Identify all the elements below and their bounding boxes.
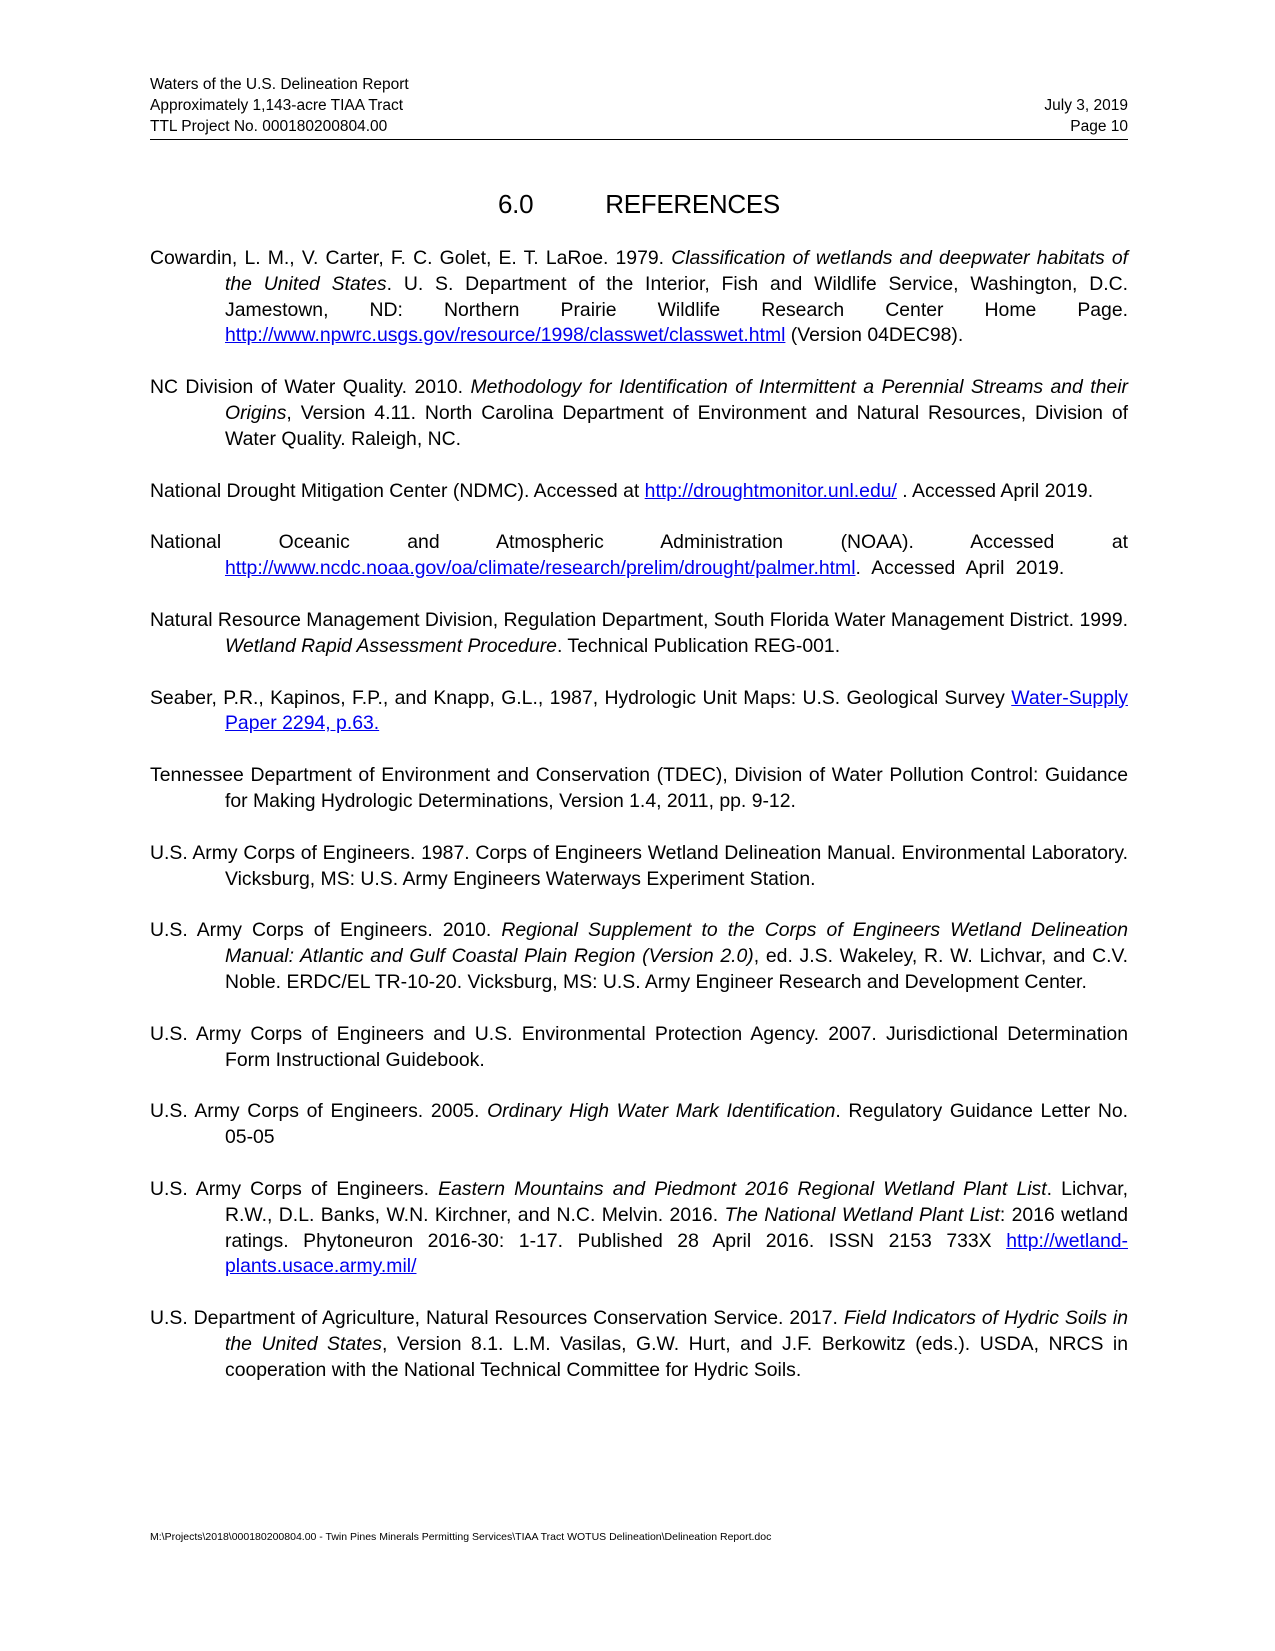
reference-item: Seaber, P.R., Kapinos, F.P., and Knapp, G.L., 1987, Hydrologic Unit Maps: U.S. Geological Survey Water-Supply Paper 2294, p.63.	[150, 686, 1128, 735]
section-title: REFERENCES	[605, 189, 780, 219]
tract-name: Approximately 1,143-acre TIAA Tract	[150, 97, 403, 114]
reference-item: U.S. Department of Agriculture, Natural Resources Conservation Service. 2017. Field Indicators of Hydric Soils in the United States, Version 8.1. L.M. Vasilas, G.W. Hurt, and J.F. Berkowitz (eds.). USDA, NRCS in cooperation with the National Technical Committee for Hydric Soils.	[150, 1307, 1128, 1381]
reference-item: U.S. Army Corps of Engineers. 2010. Regional Supplement to the Corps of Engineers Wetland Delineation Manual: Atlantic and Gulf Coastal Plain Region (Version 2.0), ed. J.S. Wakeley, R. W. Lichvar, and C.V. Noble. ERDC/EL TR-10-20. Vicksburg, MS: U.S. Army Engineer Research and Development Center.	[150, 919, 1128, 993]
page-number: Page 10	[1070, 118, 1128, 135]
reference-item: National Drought Mitigation Center (NDMC). Accessed at http://droughtmonitor.unl.edu/ . Accessed April 2019.	[150, 479, 1094, 502]
reference-link[interactable]: http://www.npwrc.usgs.gov/resource/1998/classwet/classwet.html	[225, 324, 786, 347]
reference-item: NC Division of Water Quality. 2010. Methodology for Identification of Intermittent a Perennial Streams and their Origins, Version 4.11. North Carolina Department of Environment and Natural Resources, Division of Water Quality. Raleigh, NC.	[150, 376, 1128, 450]
file-path-footer: M:\Projects\2018\000180200804.00 - Twin Pines Minerals Permitting Services\TIAA Tract WOTUS Delineation\Delineation Report.doc	[150, 1531, 772, 1543]
reference-link[interactable]: http://droughtmonitor.unl.edu/	[644, 479, 897, 502]
reference-item: Tennessee Department of Environment and Conservation (TDEC), Division of Water Pollution Control: Guidance for Making Hydrologic Determinations, Version 1.4, 2011, pp. 9-12.	[150, 764, 1128, 812]
reference-link[interactable]: http://www.ncdc.noaa.gov/oa/climate/research/prelim/drought/palmer.html	[225, 557, 856, 580]
reference-item: U.S. Army Corps of Engineers. 1987. Corps of Engineers Wetland Delineation Manual. Environmental Laboratory. Vicksburg, MS: U.S. Army Engineers Waterways Experiment Station.	[150, 841, 1128, 890]
references-list	[150, 246, 1128, 1410]
header-row-2	[150, 95, 1128, 116]
reference-item: Cowardin, L. M., V. Carter, F. C. Golet, E. T. LaRoe. 1979. Classification of wetlands and deepwater habitats of the United States. U. S. Department of the Interior, Fish and Wildlife Service, Washington, D.C. Jamestown, ND: Northern Prairie Wildlife Research Center Home Page. http://www.npwrc.usgs.gov/resource/1998/classwet/classwet.html (Version 04DEC98).	[150, 247, 1128, 347]
page-header	[150, 74, 1128, 140]
header-row-3	[150, 116, 1128, 137]
reference-item: National Oceanic and Atmospheric Administration (NOAA). Accessed at http://www.ncdc.noaa.gov/oa/climate/research/prelim/drought/palmer.html. Accessed April 2019.	[150, 531, 1128, 580]
reference-item: U.S. Army Corps of Engineers and U.S. Environmental Protection Agency. 2007. Jurisdictional Determination Form Instructional Guidebook.	[150, 1022, 1128, 1071]
report-date: July 3, 2019	[1044, 97, 1128, 114]
reference-item: U.S. Army Corps of Engineers. Eastern Mountains and Piedmont 2016 Regional Wetland Plant List. Lichvar, R.W., D.L. Banks, W.N. Kirchner, and N.C. Melvin. 2016. The National Wetland Plant List: 2016 wetland ratings. Phytoneuron 2016-30: 1-17. Published 28 April 2016. ISSN 2153 733X http://wetland-plants.usace.army.mil/	[150, 1177, 1128, 1278]
reference-link[interactable]: http://wetland-plants.usace.army.mil/	[225, 1229, 1128, 1278]
header-row-1	[150, 74, 1128, 95]
reference-item: Natural Resource Management Division, Regulation Department, South Florida Water Management District. 1999. Wetland Rapid Assessment Procedure. Technical Publication REG-001.	[150, 608, 1128, 657]
report-title: Waters of the U.S. Delineation Report	[150, 76, 409, 93]
reference-item: U.S. Army Corps of Engineers. 2005. Ordinary High Water Mark Identification. Regulatory Guidance Letter No. 05-05	[150, 1100, 1128, 1149]
project-number: TTL Project No. 000180200804.00	[150, 118, 388, 135]
section-number: 6.0	[498, 189, 534, 219]
section-heading	[150, 186, 1128, 222]
reference-link[interactable]: Water-Supply Paper 2294, p.63.	[225, 686, 1128, 735]
